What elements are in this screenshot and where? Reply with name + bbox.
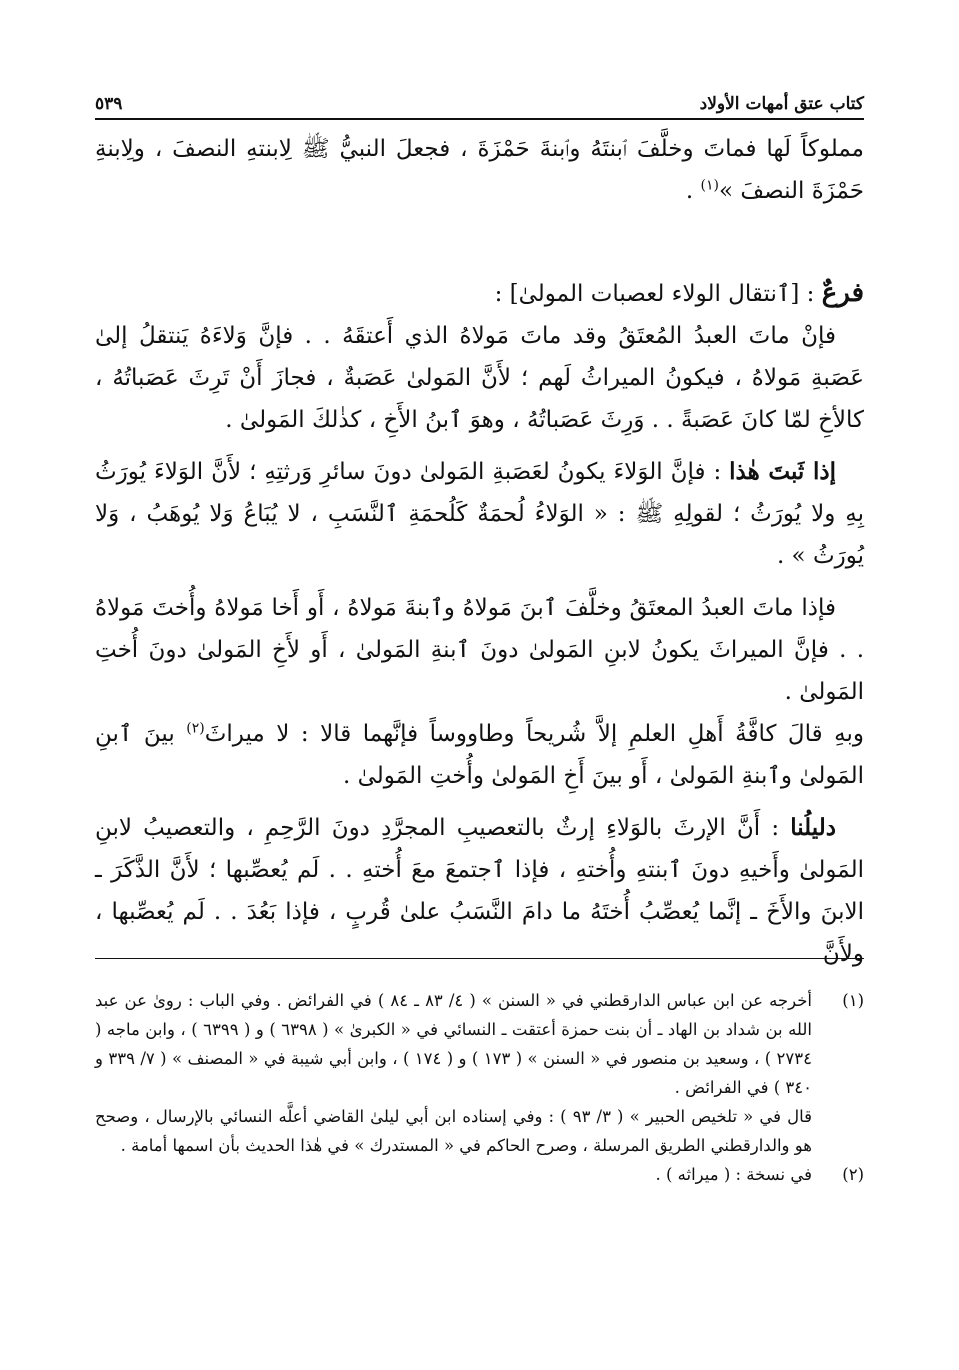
paragraph-text-cont: بينَ ٱبنِ المَولىٰ وٱبنةِ المَولىٰ ، أَو بينَ أَخِ المَولىٰ وأُختِ المَولىٰ . <box>95 721 864 789</box>
section-heading <box>95 272 864 315</box>
footnote-1 <box>95 986 864 1160</box>
footnotes <box>95 986 864 1189</box>
footnote-body <box>95 1160 812 1189</box>
main-text <box>95 128 864 975</box>
paragraph-son-daughter: فإذا ماتَ العبدُ المعتَقُ وخلَّفَ ٱبنَ مَولاهُ وٱبنةَ مَولاهُ ، أَو أَخا مَولاهُ وأُختَ مَولاهُ . . فإنَّ الميراثَ يكونُ لابنِ المَولىٰ دونَ ٱبنةِ المَولىٰ ، أَو لأَخِ المَولىٰ دونَ أُختِ المَولىٰ . <box>95 595 864 705</box>
footnote-rule <box>95 958 864 959</box>
header-rule <box>95 118 864 120</box>
footnote-line: في نسخة : ( ميراثه ) . <box>655 1165 812 1184</box>
page-number: ٥٣٩ <box>95 94 123 114</box>
footnote-number: (١) <box>842 991 864 1010</box>
paragraph-text: مملوكاً لَها فماتَ وخلَّفَ ٱبنتَهُ وٱبنةَ حَمْزَةَ ، فجعلَ النبيُّ ﷺ لِابنتهِ النصفَ ، ولِابنةِ حَمْزَةَ النصفَ » <box>95 136 864 204</box>
paragraph-text: وبهِ قالَ كافَّةُ أَهلِ العلمِ إلاَّ شُريحاً وطاووساً فإنَّهما قالا : لا ميراثَ <box>204 721 864 747</box>
paragraph-hadith-end <box>95 128 864 212</box>
section-lead: فرعٌ <box>821 278 864 308</box>
book-title: كتاب عتق أمهات الأولاد <box>699 94 864 114</box>
paragraph-inheritance-rule <box>95 451 864 577</box>
paragraph-scholars-view <box>95 713 864 797</box>
footnote-number: (٢) <box>842 1165 864 1184</box>
footnote-ref-1: (١) <box>700 177 719 194</box>
footnote-line: قال في « تلخيص الحبير » ( ٣/ ٩٣ ) : وفي إسناده ابن أبي ليلىٰ القاضي أعلَّه النسائي بالإرسال ، وصحح هو والدارقطني الطريق المرسلة ، وصرح الحاكم في « المستدرك » في هٰذا الحديث بأن اسمها أمامة . <box>95 1107 812 1155</box>
footnote-ref-2: (٢) <box>186 720 205 737</box>
running-header <box>95 82 864 114</box>
footnote-2 <box>95 1160 864 1189</box>
paragraph-text: : أَنَّ الإرثَ بالوَلاءِ إرثٌ بالتعصيبِ المجرَّدِ دونَ الرَّحِمِ ، والتعصيبُ لابنِ المَولىٰ وأَخيهِ دونَ ٱبنتهِ وأُختهِ ، فإذا ٱجتمعَ معَ أُختهِ . . لَم يُعصِّبها ؛ لأَنَّ الذَّكَرَ ـ الابنَ والأَخَ ـ إنَّما يُعصِّبُ أُختَهُ ما دامَ النَّسَبُ علىٰ قُربٍ ، فإذا بَعُدَ . . لَم يُعصِّبها ، ولأَنَّ <box>95 815 864 967</box>
paragraph-evidence <box>95 807 864 975</box>
paragraph-lead: دليلُنا <box>790 814 836 841</box>
section-title: : [ٱنتقال الولاء لعصبات المولىٰ] : <box>494 281 822 307</box>
paragraph-lead: إذا ثَبتَ هٰذا <box>729 458 836 485</box>
paragraph-wala-transfer: فإنْ ماتَ العبدُ المُعتَقُ وقد ماتَ مَولاهُ الذي أَعتقَهُ . . فإنَّ وَلاءَهُ يَنتقلُ إلىٰ عَصَبةِ مَولاهُ ، فيكونُ الميراثُ لَهم ؛ لأَنَّ المَولىٰ عَصَبةٌ ، فجازَ أَنْ تَرِثَ عَصَباتُهُ ، كالأخِ لمّا كانَ عَصَبةً . . وَرِثَ عَصَباتُهُ ، وهوَ ٱبنُ الأَخِ ، كذٰلكَ المَولىٰ . <box>95 323 864 433</box>
footnote-line: أخرجه عن ابن عباس الدارقطني في « السنن » ( ٤/ ٨٣ ـ ٨٤ ) في الفرائض . وفي الباب : روىٰ عن عبد الله بن شداد بن الهاد ـ أن بنت حمزة أعتقت ـ النسائي في « الكبرىٰ » ( ٦٣٩٨ ) و ( ٦٣٩٩ ) ، وابن ماجه ( ٢٧٣٤ ) ، وسعيد بن منصور في « السنن » ( ١٧٣ ) و ( ١٧٤ ) ، وابن أبي شيبة في « المصنف » ( ٧/ ٣٣٩ و ٣٤٠ ) في الفرائض . <box>95 991 813 1097</box>
paragraph-end: . <box>685 178 701 204</box>
paragraph-text: : فإنَّ الوَلاءَ يكونُ لعَصَبةِ المَولىٰ دونَ سائرِ وَرثتِهِ ؛ لأَنَّ الوَلاءَ يُورَثُ بِهِ ولا يُورَثُ ؛ لقولِهِ ﷺ : « الوَلاءُ لُحمَةٌ كَلُحمَةِ ٱلنَّسَبِ ، لا يُبَاعُ وَلا يُوهَبُ ، وَلا يُورَثُ » . <box>95 459 864 569</box>
footnote-body <box>95 986 812 1160</box>
